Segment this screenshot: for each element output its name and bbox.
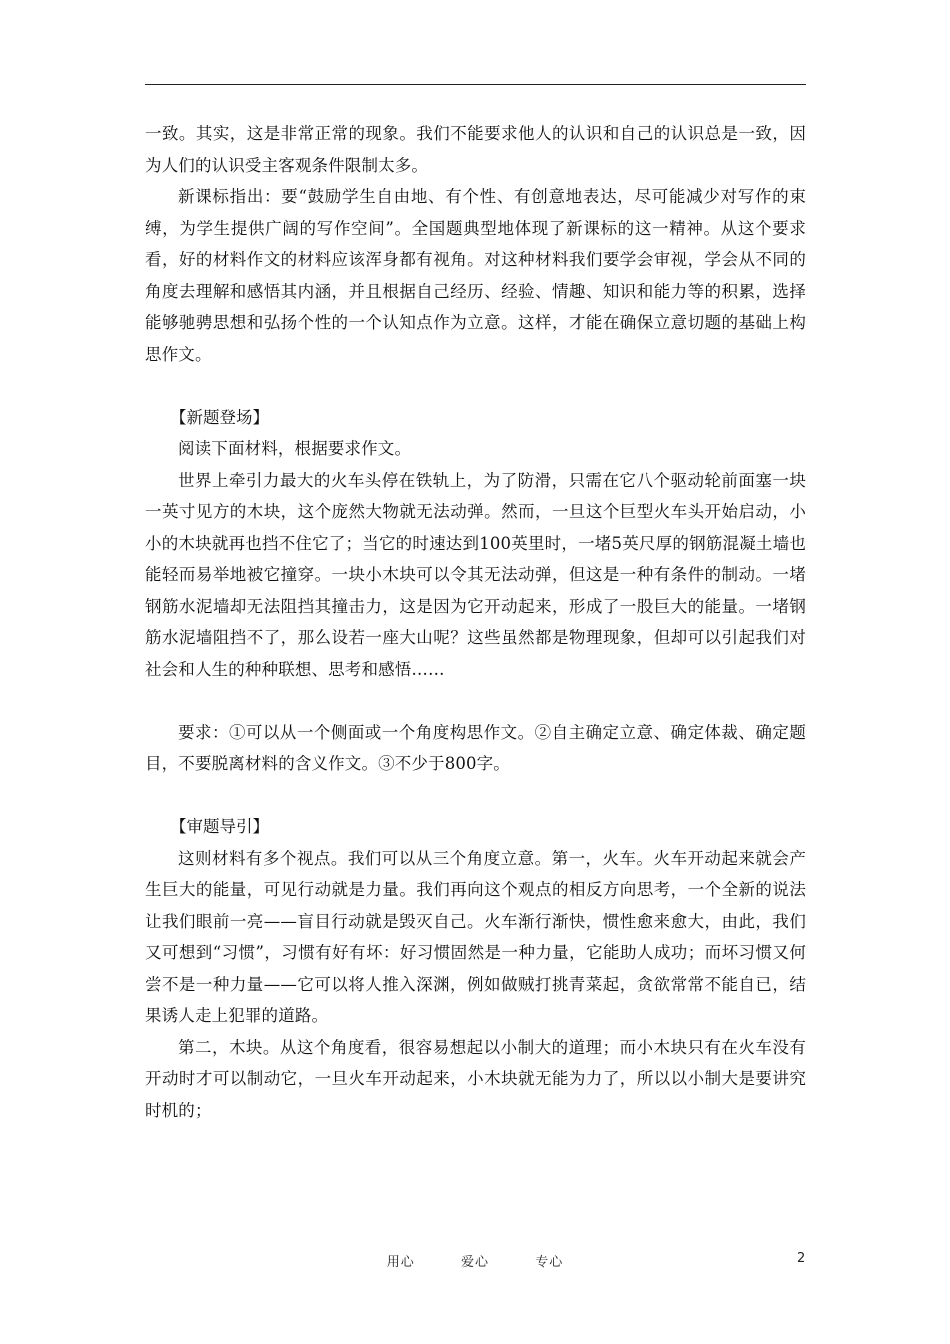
footer-motto: 用心 爱心 专心 bbox=[386, 1255, 564, 1270]
paragraph-guidance-wood-block: 第二，木块。从这个角度看，很容易想起以小制大的道理；而小木块只有在火车没有开动时才可以制动它，一旦火车开动起来，小木块就无能为力了，所以以小制大是要讲究时机的； bbox=[145, 1037, 806, 1120]
page-footer bbox=[0, 1251, 950, 1271]
section-spacer bbox=[145, 780, 806, 812]
section-spacer bbox=[145, 685, 806, 717]
paragraph-continuation: 一致。其实，这是非常正常的现象。我们不能要求他人的认识和自己的认识总是一致，因为人们的认识受主客观条件限制太多。 bbox=[145, 124, 806, 175]
section-spacer bbox=[145, 370, 806, 402]
header-rule bbox=[145, 84, 806, 85]
page-number: 2 bbox=[797, 1251, 806, 1266]
paragraph-curriculum-standard: 新课标指出：要“鼓励学生自由地、有个性、有创意地表达，尽可能减少对写作的束缚，为学生提供广阔的写作空间”。全国题典型地体现了新课标的这一精神。从这个要求看，好的材料作文的材料应该浑身都有视角。对这种材料我们要学会审视，学会从不同的角度去理解和感悟其内涵，并且根据自己经历、经验、情趣、知识和能力等的积累，选择能够驰骋思想和弘扬个性的一个认知点作为立意。这样，才能在确保立意切题的基础上构思作文。 bbox=[145, 187, 806, 364]
section-heading-new-question: 【新题登场】 bbox=[170, 407, 269, 427]
paragraph-guidance-train: 这则材料有多个视点。我们可以从三个角度立意。第一，火车。火车开动起来就会产生巨大的能量，可见行动就是力量。我们再向这个观点的相反方向思考，一个全新的说法让我们眼前一亮——盲目行动就是毁灭自己。火车渐行渐快，惯性愈来愈大，由此，我们又可想到“习惯”，习惯有好有坏：好习惯固然是一种力量，它能助人成功；而坏习惯又何尝不是一种力量——它可以将人推入深渊，例如做贼打挑青菜起，贪欲常常不能自已，结果诱人走上犯罪的道路。 bbox=[145, 848, 806, 1025]
section-heading-guidance: 【审题导引】 bbox=[170, 817, 269, 836]
paragraph-requirements: 要求：①可以从一个侧面或一个角度构思作文。②自主确定立意、确定体裁、确定题目，不要脱离材料的含义作文。③不少于800字。 bbox=[145, 722, 806, 773]
paragraph-material: 世界上牵引力最大的火车头停在铁轨上，为了防滑，只需在它八个驱动轮前面塞一块一英寸见方的木块，这个庞然大物就无法动弹。然而，一旦这个巨型火车头开始启动，小小的木块就再也挡不住它了；当它的时速达到100英里时，一堵5英尺厚的钢筋混凝土墙也能轻而易举地被它撞穿。一块小木块可以令其无法动弹，但这是一种有条件的制动。一堵钢筋水泥墙却无法阻挡其撞击力，这是因为它开动起来，形成了一股巨大的能量。一堵钢筋水泥墙阻挡不了，那么设若一座大山呢？这些虽然都是物理现象，但却可以引起我们对社会和人生的种种联想、思考和感悟…… bbox=[145, 470, 806, 679]
paragraph-instruction: 阅读下面材料，根据要求作文。 bbox=[178, 439, 412, 458]
document-body bbox=[145, 118, 806, 1126]
